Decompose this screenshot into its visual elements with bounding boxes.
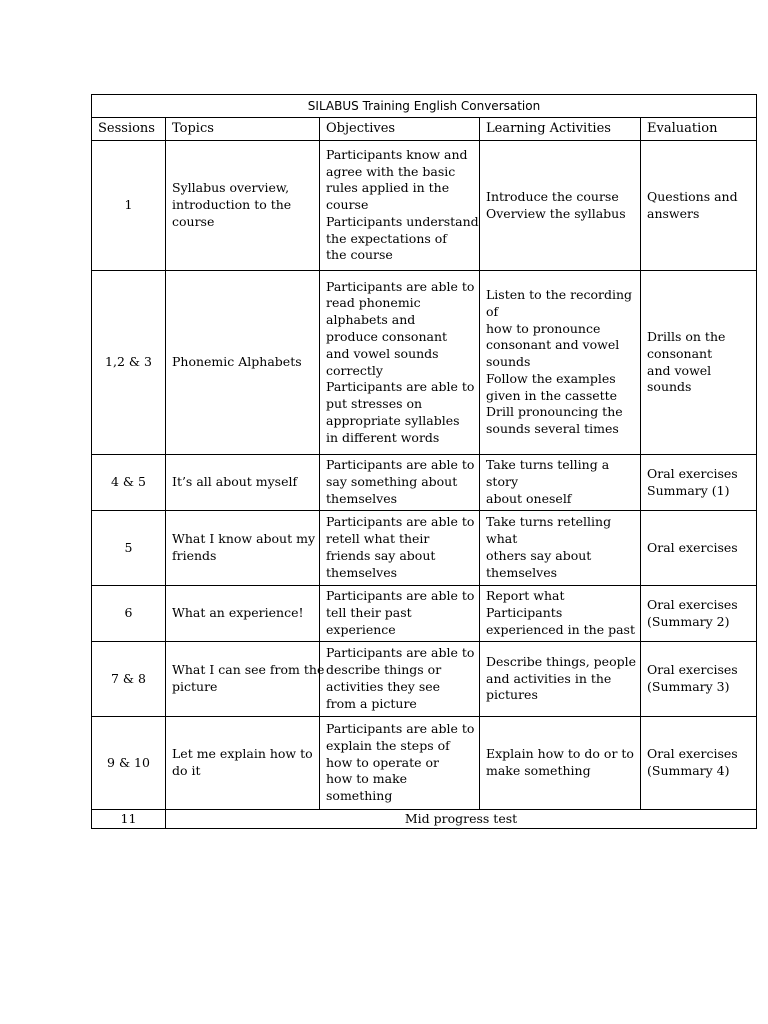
topic-line: Phonemic Alphabets	[172, 354, 302, 370]
objectives-line: Participants are able to	[326, 588, 475, 604]
activities-cell	[480, 141, 641, 271]
activities-line: experienced in the past	[486, 621, 635, 637]
evaluation-cell	[641, 511, 757, 586]
activities-line: themselves	[486, 564, 558, 580]
evaluation-line: (Summary 3)	[647, 679, 730, 694]
evaluation-line: (Summary 4)	[647, 763, 730, 778]
header-sessions: Sessions	[92, 118, 166, 141]
header-learning-activities: Learning Activities	[480, 118, 641, 141]
objectives-line: explain the steps of	[326, 737, 450, 753]
objectives-line: the expectations of	[326, 230, 447, 246]
header-topics: Topics	[166, 118, 320, 141]
topic-line: What I can see from the	[172, 662, 325, 678]
evaluation-line: answers	[647, 205, 700, 221]
objectives-line: Participants are able to	[326, 278, 475, 294]
evaluation-cell	[641, 455, 757, 511]
objectives-line: rules applied in the	[326, 180, 450, 196]
activities-line: how to pronounce	[486, 320, 601, 336]
activities-line: Explain how to do or to	[486, 746, 634, 762]
activities-line: about oneself	[486, 490, 572, 506]
topic-line: introduction to the	[172, 197, 292, 213]
evaluation-line: consonant	[647, 345, 713, 361]
objectives-line: how to operate or	[326, 754, 440, 770]
evaluation-cell	[641, 642, 757, 717]
table-row	[92, 271, 757, 455]
activities-line: sounds	[486, 354, 531, 370]
objectives-line: Participants are able to	[326, 721, 475, 736]
objectives-line: tell their past	[326, 605, 412, 621]
table-title: SILABUS Training English Conversation	[92, 95, 757, 118]
evaluation-line: Drills on the	[647, 328, 726, 344]
mid-progress-test-cell: Mid progress test	[166, 810, 757, 829]
session-cell: 4 & 5	[92, 455, 166, 511]
topic-line: picture	[172, 679, 218, 694]
session-cell: 7 & 8	[92, 642, 166, 717]
topic-cell	[166, 642, 325, 717]
session-cell: 11	[92, 810, 166, 829]
evaluation-line: sounds	[647, 379, 692, 395]
table-row	[92, 141, 757, 271]
activities-line: Take turns retelling	[486, 514, 612, 530]
objectives-cell	[320, 455, 480, 511]
objectives-line: themselves	[326, 490, 398, 506]
evaluation-line: Questions and	[647, 188, 738, 204]
objectives-line: themselves	[326, 564, 398, 580]
header-row	[92, 118, 757, 141]
header-objectives: Objectives	[320, 118, 480, 141]
objectives-line: the course	[326, 247, 393, 263]
topic-line: What I know about my	[172, 531, 316, 547]
activities-line: Introduce the course	[486, 188, 619, 204]
activities-line: Overview the syllabus	[486, 205, 626, 221]
activities-line: given in the cassette	[486, 387, 618, 403]
objectives-line: Participants are able to	[326, 379, 475, 395]
syllabus-table	[91, 94, 757, 829]
objectives-line: describe things or	[326, 662, 442, 678]
objectives-line: something	[326, 788, 393, 804]
evaluation-line: and vowel	[647, 362, 712, 378]
objectives-line: alphabets and	[326, 312, 416, 328]
objectives-cell	[320, 271, 480, 455]
activities-cell	[480, 455, 641, 511]
evaluation-cell	[641, 271, 757, 455]
objectives-cell	[320, 141, 480, 271]
evaluation-line: Summary (1)	[647, 482, 730, 498]
objectives-line: activities they see	[326, 679, 441, 694]
evaluation-cell	[641, 141, 757, 271]
objectives-line: correctly	[326, 362, 383, 378]
session-cell: 1	[92, 141, 166, 271]
topic-cell	[166, 141, 320, 271]
activities-line: Listen to the recording	[486, 286, 633, 302]
objectives-line: agree with the basic	[326, 163, 456, 179]
activities-line: Follow the examples	[486, 370, 616, 386]
objectives-line: Participants are able to	[326, 457, 475, 473]
topic-cell	[166, 271, 320, 455]
objectives-line: say something about	[326, 474, 458, 490]
table-row	[92, 810, 757, 829]
topic-cell	[166, 455, 320, 511]
objectives-line: Participants understand	[326, 213, 479, 229]
objectives-line: from a picture	[326, 695, 417, 711]
topic-line: Syllabus overview,	[172, 180, 290, 196]
topic-cell	[166, 717, 320, 810]
topic-cell	[166, 586, 320, 642]
objectives-line: friends say about	[326, 548, 436, 563]
activities-cell	[480, 511, 641, 586]
evaluation-line: (Summary 2)	[647, 613, 730, 629]
evaluation-line: Oral exercises	[647, 539, 738, 555]
evaluation-line: Oral exercises	[647, 746, 738, 762]
topic-line: do it	[172, 763, 201, 778]
activities-line: of	[486, 303, 499, 319]
topic-line: Let me explain how to	[172, 746, 313, 762]
topic-line: friends	[172, 548, 217, 563]
activities-line: story	[486, 474, 519, 490]
evaluation-line: Oral exercises	[647, 596, 738, 612]
activities-line: consonant and vowel	[486, 337, 620, 353]
activities-line: make something	[486, 763, 591, 778]
activities-line: sounds several times	[486, 421, 619, 437]
topic-cell	[166, 511, 320, 586]
table-row	[92, 511, 757, 586]
session-cell: 1,2 & 3	[92, 271, 166, 455]
objectives-line: read phonemic	[326, 295, 421, 311]
activities-line: Report what	[486, 588, 565, 604]
activities-line: and activities in the	[486, 670, 612, 686]
objectives-line: and vowel sounds	[326, 345, 439, 361]
header-evaluation: Evaluation	[641, 118, 757, 141]
activities-line: Take turns telling a	[486, 457, 610, 473]
evaluation-cell	[641, 586, 757, 642]
evaluation-cell	[641, 717, 757, 810]
objectives-cell	[320, 586, 480, 642]
objectives-cell	[320, 717, 480, 810]
session-cell: 6	[92, 586, 166, 642]
activities-line: pictures	[486, 687, 538, 703]
objectives-line: Participants are able to	[326, 514, 475, 530]
objectives-line: appropriate syllables	[326, 412, 460, 428]
objectives-cell	[320, 642, 480, 717]
objectives-line: produce consonant	[326, 328, 448, 344]
objectives-line: put stresses on	[326, 396, 423, 412]
session-cell: 9 & 10	[92, 717, 166, 810]
activities-line: Participants	[486, 605, 563, 621]
objectives-cell	[320, 511, 480, 586]
objectives-line: Participants are able to	[326, 645, 475, 661]
table-row	[92, 717, 757, 810]
activities-cell	[480, 586, 641, 642]
table-row	[92, 642, 757, 717]
objectives-line: experience	[326, 621, 396, 637]
table-body	[92, 141, 757, 829]
activities-line: Drill pronouncing the	[486, 404, 623, 420]
objectives-line: how to make	[326, 771, 408, 787]
objectives-line: retell what their	[326, 531, 430, 547]
objectives-line: Participants know and	[326, 146, 468, 162]
objectives-line: course	[326, 197, 369, 213]
table-row	[92, 586, 757, 642]
session-cell: 5	[92, 511, 166, 586]
activities-line: Describe things, people	[486, 653, 636, 669]
evaluation-line: Oral exercises	[647, 662, 738, 678]
table-row	[92, 455, 757, 511]
activities-cell	[480, 642, 641, 717]
title-row	[92, 95, 757, 118]
topic-line: It’s all about myself	[172, 474, 298, 490]
activities-line: others say about	[486, 548, 592, 563]
topic-line: What an experience!	[172, 605, 304, 621]
evaluation-line: Oral exercises	[647, 465, 738, 481]
activities-cell	[480, 717, 641, 810]
objectives-line: in different words	[326, 429, 440, 445]
activities-cell	[480, 271, 641, 455]
activities-line: what	[486, 531, 518, 547]
topic-line: course	[172, 213, 215, 229]
